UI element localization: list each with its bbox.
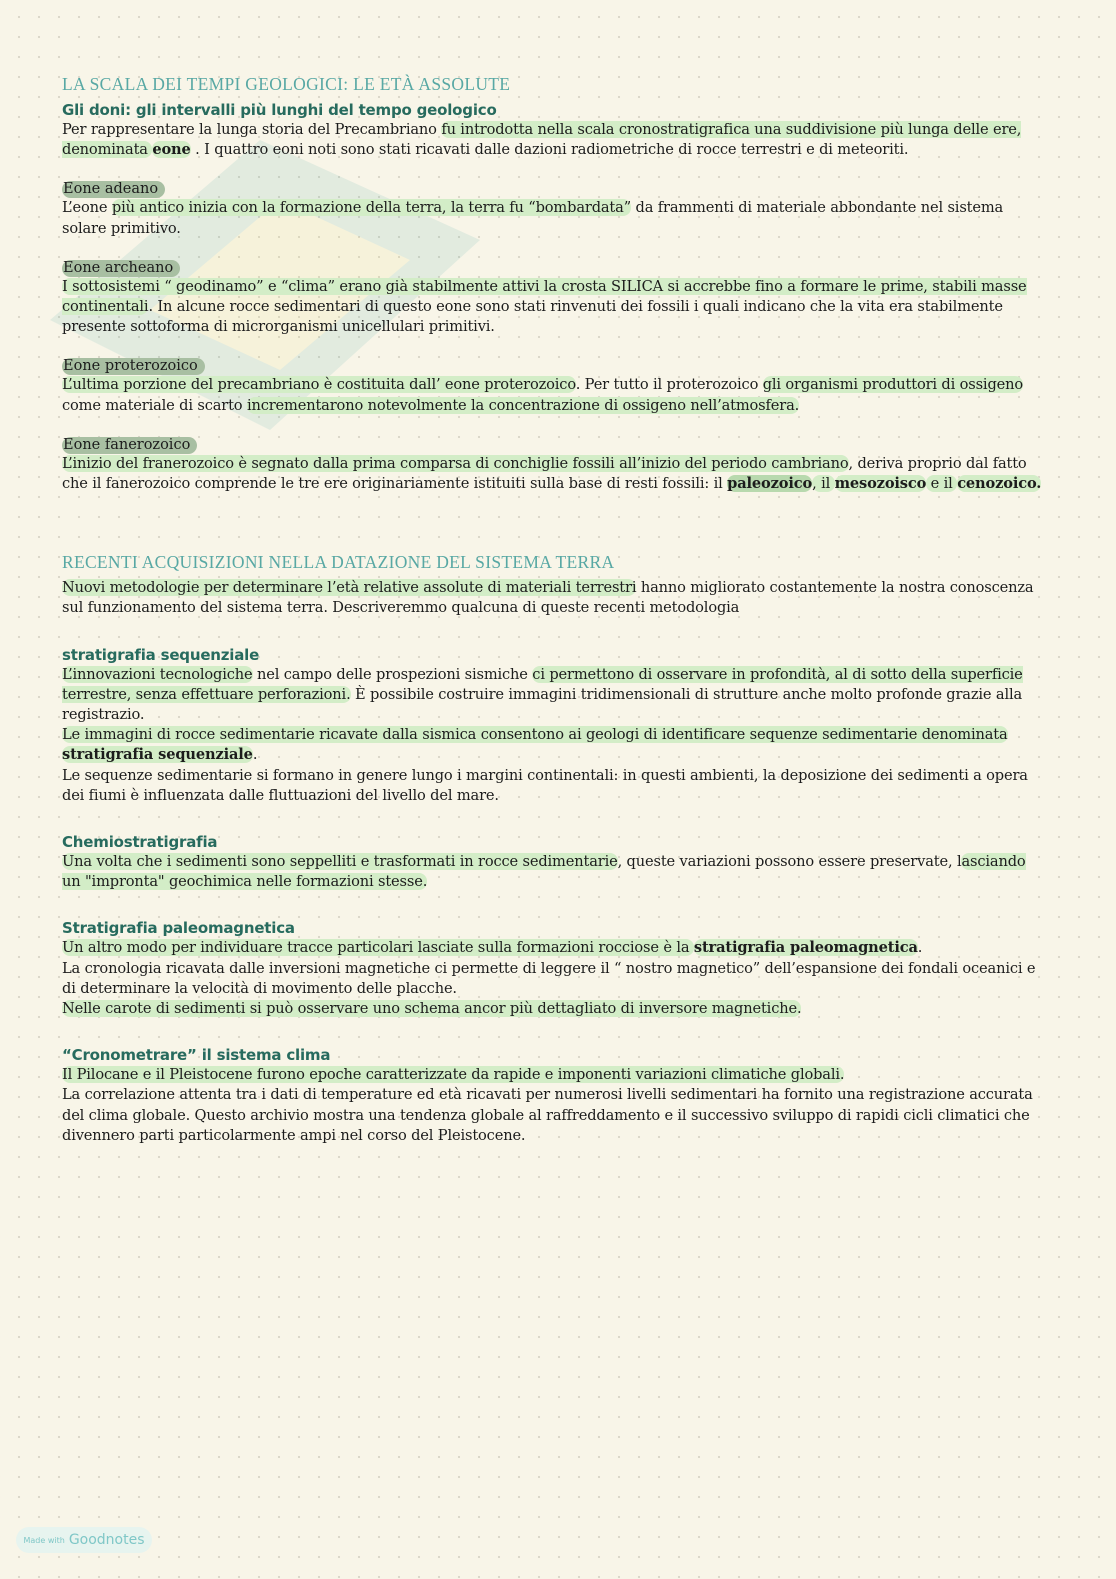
section-heading-paleomag: Stratigrafia paleomagnetica bbox=[62, 919, 295, 938]
paragraph-paleomag-3: Nelle carote di sedimenti si può osservare uno schema ancor più dettagliato di inversore magnetiche. bbox=[62, 1000, 802, 1018]
paragraph-sequenziale-2: Le immagini di rocce sedimentarie ricavate dalla sismica consentono ai geologi di identificare sequenze sedimentarie denominata stratigrafia sequenziale. bbox=[62, 726, 1008, 764]
section-heading-proterozoico: Eone proterozoico bbox=[62, 358, 205, 375]
goodnotes-badge bbox=[16, 1527, 152, 1553]
page-content bbox=[62, 72, 1042, 1146]
section-heading-chemio: Chemiostratigrafia bbox=[62, 833, 218, 852]
section-heading-sequenziale: stratigrafia sequenziale bbox=[62, 645, 260, 664]
paragraph-chemio: Una volta che i sedimenti sono seppelliti e trasformati in rocce sedimentarie, queste variazioni possono essere preservate, lasciando un "impronta" geochimica nelle formazioni stesse. bbox=[62, 853, 1026, 891]
page-title: LA SCALA DEI TEMPI GEOLOGICI: LE ETÀ ASSOLUTE bbox=[62, 74, 511, 94]
paragraph-clima-1: Il Pilocane e il Pleistocene furono epoche caratterizzate da rapide e imponenti variazioni climatiche globali. bbox=[62, 1066, 845, 1084]
paragraph-paleomag-1: Un altro modo per individuare tracce particolari lasciate sulla formazioni rocciose è la stratigrafia paleomagnetica. bbox=[62, 939, 923, 957]
paragraph-sequenziale-1: L’innovazioni tecnologiche nel campo delle prospezioni sismiche ci permettono di osservare in profondità, al di sotto della superficie terrestre, senza effettuare perforazioni. È possibile costruire immagini tridimensionali di strutture anche molto profonde grazie alla registrazio. bbox=[62, 665, 1023, 724]
paragraph-adeano: L’eone più antico inizia con la formazione della terra, la terra fu “bombardata” da frammenti di materiale abbondante nel sistema solare primitivo. bbox=[62, 199, 1004, 237]
goodnotes-logo-text: Goodnotes bbox=[68, 1532, 145, 1548]
section-heading-clima: “Cronometrare” il sistema clima bbox=[62, 1046, 331, 1065]
paragraph-archeano: I sottosistemi “ geodinamo” e “clima” erano già stabilmente attivi la crosta SILICA si accrebbe fino a formare le prime, stabili masse continentali. In alcune rocce sedimentari di questo eone sono stati rinvenuti dei fossili i quali indicano che la vita era stabilmente presente sottoforma di microrganismi unicellulari primitivi. bbox=[62, 277, 1027, 336]
section-heading-fanerozoico: Eone fanerozoico bbox=[62, 437, 197, 454]
paragraph-proterozoico: L’ultima porzione del precambriano è costituita dall’ eone proterozoico. Per tutto il proterozoico gli organismi produttori di ossigeno come materiale di scarto incrementarono notevolmente la concentrazione di ossigeno nell’atmosfera. bbox=[62, 376, 1024, 414]
section-title-recenti: RECENTI ACQUISIZIONI NELLA DATAZIONE DEL SISTEMA TERRA bbox=[62, 552, 615, 573]
paragraph-recenti: Nuovi metodologie per determinare l’età relative assolute di materiali terrestri hanno migliorato costantemente la nostra conoscenza sul funzionamento del sistema terra. Descriveremmo qualcuna di queste recenti metodologia bbox=[62, 579, 1034, 617]
paragraph-paleomag-2: La cronologia ricavata dalle inversioni magnetiche ci permette di leggere il “ nostro magnetico” dell’espansione dei fondali oceanici e di determinare la velocità di movimento delle placche. bbox=[62, 959, 1036, 997]
paragraph-fanerozoico: L’inizio del franerozoico è segnato dalla prima comparsa di conchiglie fossili all’inizio del periodo cambriano, deriva proprio dal fatto che il fanerozoico comprende le tre ere originariamente istituiti sulla base di resti fossili: il paleozoico, il mesozoisco e il cenozoico. bbox=[62, 454, 1042, 493]
paragraph-eoni: Per rappresentare la lunga storia del Precambriano fu introdotta nella scala cronostratigrafica una suddivisione più lunga delle ere, denominata eone . I quattro eoni noti sono stati ricavati dalle dazioni radiometriche di rocce terrestri e di meteoriti. bbox=[62, 121, 1022, 159]
section-heading-adeano: Eone adeano bbox=[62, 181, 165, 198]
paragraph-sequenziale-3: Le sequenze sedimentarie si formano in genere lungo i margini continentali: in questi ambienti, la deposizione dei sedimenti a opera dei fiumi è influenzata dalle fluttuazioni del livello del mare. bbox=[62, 766, 1028, 804]
section-heading-archeano: Eone archeano bbox=[62, 260, 180, 277]
section-heading-eoni: Gli doni: gli intervalli più lunghi del tempo geologico bbox=[62, 101, 497, 119]
made-with-label: Made with bbox=[23, 1535, 65, 1545]
paragraph-clima-2: La correlazione attenta tra i dati di temperature ed età ricavati per numerosi livelli sedimentari ha fornito una registrazione accurata del clima globale. Questo archivio mostra una tendenza globale al raffreddamento e il successivo sviluppo di rapidi cicli climatici che divennero parti particolarmente ampi nel corso del Pleistocene. bbox=[62, 1086, 1033, 1144]
